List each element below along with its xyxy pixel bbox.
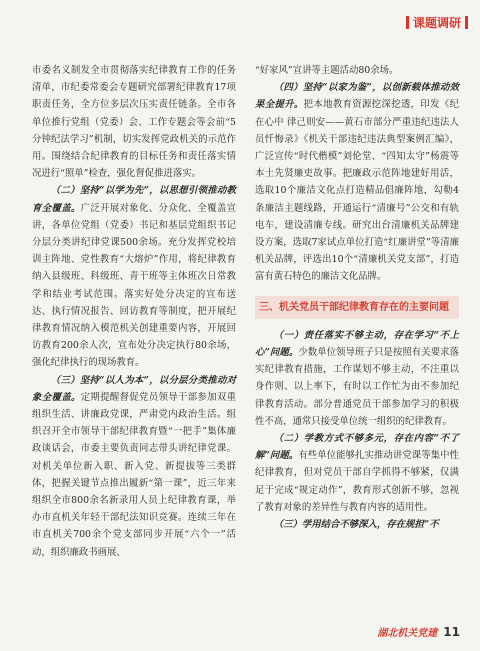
left-paragraph-1: 市委名义制发全市贯彻落实纪律教育工作的任务清单，市纪委常委会专题研究部署纪律教育17项职责任务，全方位多层次压实责任链条。全市各单位推行党组（党委）会、工作专题会等会前“5分钟纪法学习”机制，切实发挥党政机关的示范作用。围绕结合纪律教育的目标任务和责任落实情况进行“照单”检查，强化督促推进落实。 bbox=[32, 65, 236, 180]
right-paragraph-2-body: 把本地教育资源挖深挖透，印发《纪在心中 律己则安——黄石市部分严重违纪违法人员忏悔录》《机关干部违纪违法典型案例汇编》，广泛宣传“时代楷模”刘伦堂、“四知太守”杨震等本土先贤廉吏故事。把廉政示范阵地建好用活，选取10个廉洁文化点打造精品倡廉阵地，勾勒4条廉洁主题线路，开通运行“清廉号”公交和有轨电车，建设清廉专线。研究出台清廉机关品牌建设方案，选取7家试点单位打造“红廉讲堂”等清廉机关品牌，评选出10个“清廉机关党支部”，打造富有黄石特色的廉洁文化品牌。 bbox=[255, 99, 459, 283]
left-column bbox=[32, 62, 236, 561]
right-paragraph-3 bbox=[255, 327, 459, 430]
right-paragraph-2 bbox=[255, 79, 459, 285]
column-tag-label: 课题调研 bbox=[412, 16, 461, 30]
right-paragraph-4-lead: （二）学教方式不够多元，存在内容“不了解”问题。 bbox=[255, 433, 459, 462]
left-paragraph-3 bbox=[32, 372, 236, 561]
page-number: 11 bbox=[443, 624, 460, 639]
column-tag bbox=[406, 14, 468, 31]
section-heading: 三、机关党员干部纪律教育存在的主要问题 bbox=[255, 296, 459, 319]
right-paragraph-5 bbox=[255, 516, 459, 533]
left-paragraph-2-body: 广泛开展对象化、分众化、全覆盖宣讲，各单位党组（党委）书记和基层党组织书记分层分类讲纪律党课500余场。充分发挥党校培训主阵地、党性教育“大熔炉”作用，将纪律教育纳入县级班、科级班、青干班等主体班次日常教学和结业考试范围。落实好处分决定的宣布送达、执行情况报告、回访教育等制度，把开展纪律教育情况纳入模范机关创建重要内容，开展回访教育200余人次，宣布处分决定执行80余场，强化纪律执行的现场教育。 bbox=[32, 202, 236, 369]
right-paragraph-3-lead: （一）责任落实不够主动，存在学习“不上心”问题。 bbox=[255, 329, 459, 359]
right-paragraph-3-body: 少数单位领导班子只是按照有关要求落实纪律教育措施，工作谋划不够主动，不注重以身作则、以上率下，有时以工作忙为由不参加纪律教育活动。部分普通党员干部参加学习的积极性不高，通常只接受单位统一组织的纪律教育。 bbox=[255, 347, 459, 427]
left-paragraph-2 bbox=[32, 182, 236, 371]
tag-bar-right bbox=[465, 16, 468, 29]
right-paragraph-2-lead: （四）坚持“以家为鉴”，以创新载体推动效果全提升。 bbox=[255, 82, 459, 111]
right-paragraph-4 bbox=[255, 430, 459, 516]
right-paragraph-5-lead: （三）学用结合不够深入，存在规担“不 bbox=[273, 519, 439, 531]
left-paragraph-2-lead: （二）坚持“以学为先”，以思想引领推动教育全覆盖。 bbox=[32, 185, 236, 214]
tag-bar-left bbox=[406, 16, 409, 29]
magazine-logo: 湖北机关党建 bbox=[377, 628, 438, 639]
left-paragraph-3-lead: （三）坚持“以人为本”，以分层分类推动对象全覆盖。 bbox=[32, 374, 236, 403]
right-paragraph-1: “好家风”宣讲等主题活动80余场。 bbox=[255, 65, 399, 76]
right-paragraph-4-body: 有些单位能够扎实推动讲党课等集中性纪律教育，但对党员干部自学抓得不够紧，仅满足于完成“规定动作”，教育形式创新不够，忽视了教育对象的差异性与教育内容的适用性。 bbox=[255, 450, 459, 513]
page-footer bbox=[377, 624, 460, 639]
right-column bbox=[255, 62, 459, 533]
left-paragraph-3-body: 定期提醒督促党员领导干部参加双重组织生活、讲廉政党课，严肃党内政治生活。组织召开全市领导干部纪律教育暨“一把手”集体廉政谈话会，市委主要负责同志带头讲纪律党课。对机关单位新入职、新入党、新提拔等三类群体，把握关键节点推出履新“第一课”，近三年来组织全市800余名新录用人员上纪律教育课，举办市直机关年轻干部纪法知识竞赛。连续三年在市直机关700余个党支部同步开展“六个一”活动，组织廉政书画展、 bbox=[32, 391, 236, 558]
